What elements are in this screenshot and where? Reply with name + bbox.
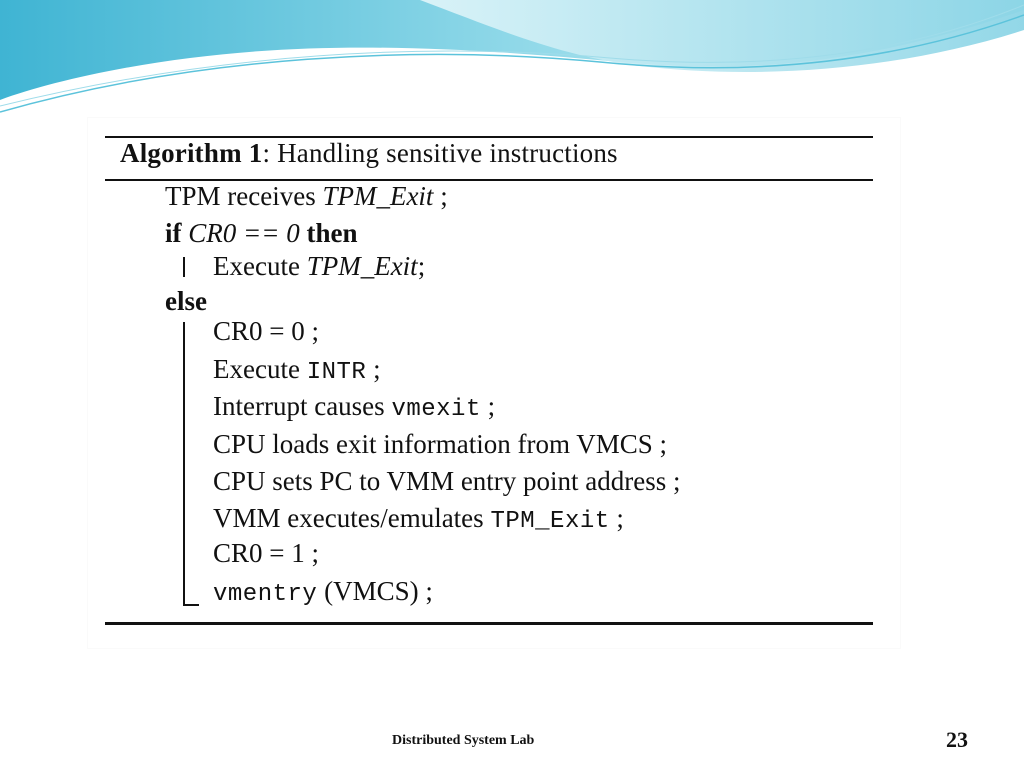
algo-line-cpu-loads: CPU loads exit information from VMCS ; [213, 429, 668, 459]
algo-line-cr0-1: CR0 = 1 ; [213, 538, 319, 568]
condition: CR0 == 0 [188, 218, 300, 248]
algo-line-vmm-executes: VMM executes/emulates TPM_Exit ; [213, 503, 624, 535]
else-block-foot [183, 604, 199, 606]
algo-line-tpm-receives: TPM receives TPM_Exit ; [165, 181, 448, 211]
algo-line-cpu-sets-pc: CPU sets PC to VMM entry point address ; [213, 466, 681, 496]
algorithm-figure [88, 118, 900, 648]
algo-line-execute-intr: Execute INTR ; [213, 354, 381, 386]
algo-line-if [165, 216, 357, 250]
algorithm-caption: : Handling sensitive instructions [262, 138, 618, 168]
algorithm-label: Algorithm 1 [120, 138, 263, 168]
algo-line-cr0-0: CR0 = 0 ; [213, 316, 319, 346]
algo-line-execute-tpm-exit: Execute TPM_Exit; [213, 251, 426, 281]
keyword-else: else [165, 286, 207, 316]
bottom-rule [105, 622, 873, 625]
algorithm-title [120, 138, 618, 169]
algo-line-interrupt-vmexit: Interrupt causes vmexit ; [213, 391, 496, 423]
header-wave-decoration [0, 0, 1024, 120]
keyword-if: if [165, 218, 189, 248]
then-block-bar [183, 257, 185, 277]
page-number: 23 [946, 727, 968, 752]
footer-lab-name: Distributed System Lab [392, 733, 535, 748]
keyword-then: then [299, 218, 358, 248]
algo-line-vmentry: vmentry (VMCS) ; [213, 576, 433, 608]
else-block-bar [183, 322, 185, 606]
